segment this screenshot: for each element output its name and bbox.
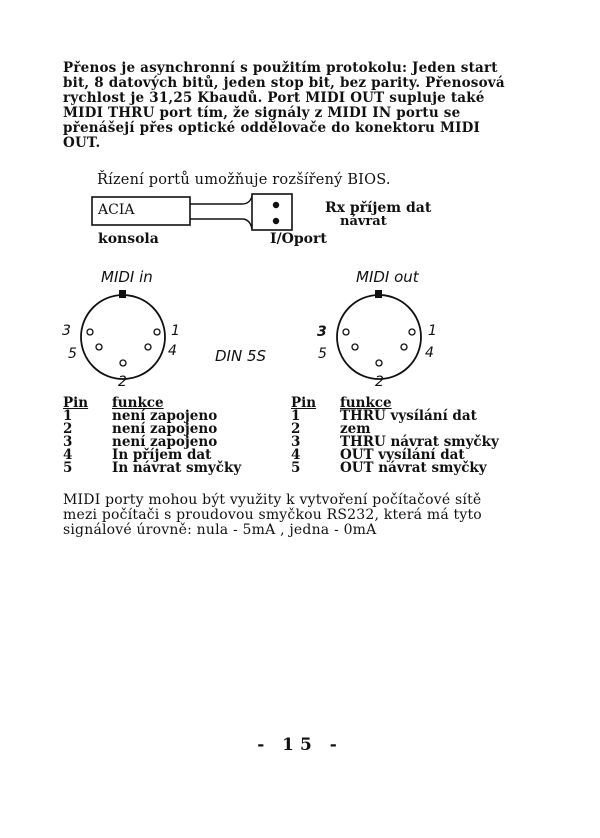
midi-in-pin-label-4: 4 xyxy=(168,343,177,359)
midi-in-pin xyxy=(96,344,102,350)
function-cell: In návrat smyčky xyxy=(112,460,242,476)
midi-out-pin xyxy=(409,329,415,335)
table-row xyxy=(291,410,499,423)
pin-cell: 2 xyxy=(63,421,73,437)
function-header: funkce xyxy=(112,395,164,411)
intro-line: bit, 8 datových bitů, jeden stop bit, bez parity. Přenosová xyxy=(63,75,505,91)
pin-cell: 4 xyxy=(63,447,73,463)
outro-line: MIDI porty mohou být využity k vytvoření počítačové sítě xyxy=(63,492,482,508)
outro-line: mezi počítači s proudovou smyčkou RS232, která má tyto xyxy=(63,507,482,523)
pin-cell: 4 xyxy=(291,447,301,463)
pin-cell: 1 xyxy=(63,408,73,424)
intro-line: rychlost je 31,25 Kbaudů. Port MIDI OUT supluje také xyxy=(63,90,485,106)
midi-out-pin xyxy=(343,329,349,335)
function-header: funkce xyxy=(340,395,392,411)
pin-cell: 5 xyxy=(291,460,301,476)
midi-out-pin-table xyxy=(291,397,499,475)
console-label: konsola xyxy=(98,231,159,247)
function-cell: THRU návrat smyčky xyxy=(340,434,499,450)
midi-out-pin xyxy=(352,344,358,350)
midi-in-pin-label-3: 3 xyxy=(62,323,71,339)
function-cell: není zapojeno xyxy=(112,421,218,437)
midi-out-pin xyxy=(401,344,407,350)
io-port-label: I/Oport xyxy=(270,231,327,247)
midi-out-pin-label-4: 4 xyxy=(425,345,434,361)
page-number: - 15 - xyxy=(257,735,343,755)
pin-cell: 1 xyxy=(291,408,301,424)
midi-in-pin xyxy=(120,360,126,366)
midi-in-pin-label-5: 5 xyxy=(68,346,77,362)
midi-out-title: MIDI out xyxy=(356,268,419,286)
function-cell: zem xyxy=(340,421,371,437)
midi-in-pin-label-1: 1 xyxy=(171,323,180,339)
table-row xyxy=(63,462,241,475)
io-port-box xyxy=(252,194,292,230)
return-label: návrat xyxy=(340,214,387,229)
acia-label: ACIA xyxy=(98,202,135,218)
pin-cell: 5 xyxy=(63,460,73,476)
pin-cell: 3 xyxy=(63,434,73,450)
pin-cell: 3 xyxy=(291,434,301,450)
function-cell: OUT návrat smyčky xyxy=(340,460,487,476)
intro-line: OUT. xyxy=(63,135,101,151)
midi-in-pin-table xyxy=(63,397,241,475)
intro-line: přenášejí přes optické oddělovače do konektoru MIDI xyxy=(63,120,481,136)
midi-out-key-notch xyxy=(375,290,382,298)
din-connectors xyxy=(0,260,600,400)
midi-in-pin xyxy=(87,329,93,335)
midi-in-title: MIDI in xyxy=(101,268,153,286)
midi-in-pin xyxy=(154,329,160,335)
function-cell: In příjem dat xyxy=(112,447,212,463)
pin-header: Pin xyxy=(63,395,89,411)
function-cell: OUT vysílání dat xyxy=(340,447,465,463)
port-connector-lines xyxy=(190,196,252,229)
midi-out-pin-label-2: 2 xyxy=(375,374,384,390)
io-port-pin-top xyxy=(273,202,279,208)
io-port-pin-bottom xyxy=(273,218,279,224)
midi-out-pin-label-5: 5 xyxy=(318,346,327,362)
rx-label: Rx příjem dat xyxy=(325,200,432,216)
midi-out-pin xyxy=(376,360,382,366)
intro-line: Přenos je asynchronní s použitím protokolu: Jeden start xyxy=(63,60,498,76)
pin-cell: 2 xyxy=(291,421,301,437)
function-cell: THRU vysílání dat xyxy=(340,408,477,424)
midi-in-key-notch xyxy=(119,290,126,298)
bios-sentence: Řízení portů umožňuje rozšířený BIOS. xyxy=(97,172,391,188)
din-type-label: DIN 5S xyxy=(215,347,267,365)
intro-line: MIDI THRU port tím, že signály z MIDI IN portu se xyxy=(63,105,461,121)
pin-header: Pin xyxy=(291,395,317,411)
midi-out-pin-label-3: 3 xyxy=(317,324,327,340)
function-cell: není zapojeno xyxy=(112,408,218,424)
midi-in-pin-label-2: 2 xyxy=(118,374,127,390)
function-cell: není zapojeno xyxy=(112,434,218,450)
outro-line: signálové úrovně: nula - 5mA , jedna - 0mA xyxy=(63,522,377,538)
midi-out-pin-label-1: 1 xyxy=(428,323,437,339)
midi-in-pin xyxy=(145,344,151,350)
table-row xyxy=(291,462,499,475)
port-block-diagram xyxy=(0,0,600,260)
